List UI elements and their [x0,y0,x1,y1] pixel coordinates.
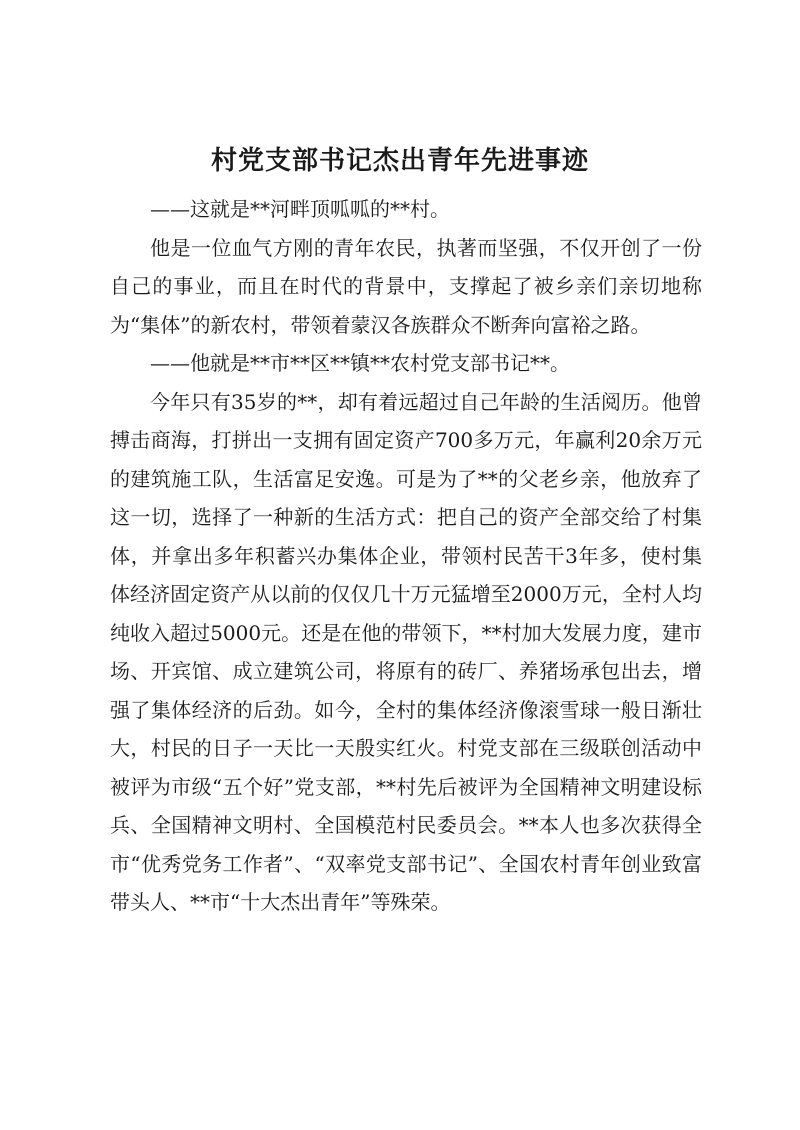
page-title: 村党支部书记杰出青年先进事迹 [210,146,589,176]
document-body [110,190,702,922]
subtitle-line: ——这就是**河畔顶呱呱的**村。 [150,197,450,221]
paragraph-identity: ——他就是**市**区**镇**农村党支部书记**。 [150,351,570,375]
paragraph-achievements: 今年只有35岁的**，却有着远超过自己年龄的生活阅历。他曾搏击商海，打拼出一支拥有固定资产700多万元，年赢利20余万元的建筑施工队，生活富足安逸。可是为了**的父老乡亲，他放弃了这一切，选择了一种新的生活方式：把自己的资产全部交给了村集体，并拿出多年积蓄兴办集体企业，带领村民苦干3年多，使村集体经济固定资产从以前的仅仅几十万元猛增至2000万元，全村人均纯收入超过5000元。还是在他的带领下，**村加大发展力度，建市场、开宾馆、成立建筑公司，将原有的砖厂、养猪场承包出去，增强了集体经济的后劲。如今，全村的集体经济像滚雪球一般日渐壮大，村民的日子一天比一天殷实红火。村党支部在三级联创活动中被评为市级“五个好”党支部，**村先后被评为全国精神文明建设标兵、全国精神文明村、全国模范村民委员会。**本人也多次获得全市“优秀党务工作者”、“双率党支部书记”、全国农村青年创业致富带头人、**市“十大杰出青年”等殊荣。 [110,389,702,914]
paragraph-intro: 他是一位血气方刚的青年农民，执著而坚强，不仅开创了一份自己的事业，而且在时代的背景中，支撑起了被乡亲们亲切地称为“集体”的新农村，带领着蒙汉各族群众不断奔向富裕之路。 [110,235,702,337]
